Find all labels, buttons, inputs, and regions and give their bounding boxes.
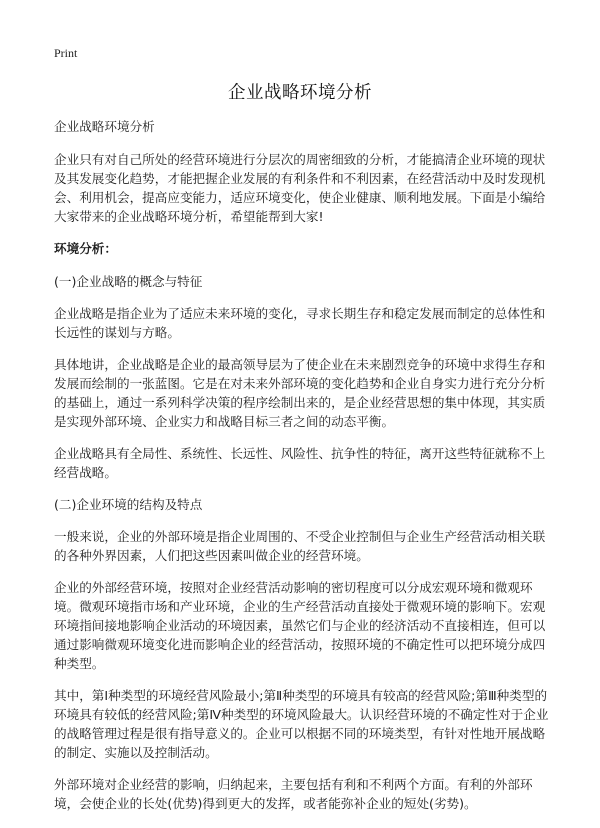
paragraph-macro-micro-environment: 企业的外部经营环境，按照对企业经营活动影响的密切程度可以分成宏观环境和微观环境。微观环境指市场和产业环境，企业的生产经营活动直接处于微观环境的影响下。宏观环境指间接地影响企业活动的环境因素，虽然它们与企业的经济活动不直接相连，但可以通过影响微观环境变化进而影响企业的经营活动，按照环境的不确定性可以把环境分成四种类型。 [54,580,546,671]
subheading-strategy-concept: (一)企业战略的概念与特征 [54,274,203,289]
paragraph-strategy-features: 企业战略具有全局性、系统性、长远性、风险性、抗争性的特征，离开这些特征就称不上经营战略。 [54,446,546,480]
section-heading-environment-analysis: 环境分析： [54,241,117,256]
paragraph-strategy-definition: 企业战略是指企业为了适应未来环境的变化，寻求长期生存和稳定发展而制定的总体性和长远性的谋划与方略。 [54,306,546,340]
page-title: 企业战略环境分析 [228,83,372,103]
paragraph-environment-impact: 外部环境对企业经营的影响，归纳起来，主要包括有利和不利两个方面。有利的外部环境，会使企业的长处(优势)得到更大的发挥，或者能弥补企业的短处(劣势)。 [54,777,533,811]
print-link[interactable]: Print [54,46,78,60]
document-body [54,117,550,826]
document-subtitle: 企业战略环境分析 [54,119,155,134]
paragraph-environment-types: 其中，第Ⅰ种类型的环境经营风险最小;第Ⅱ种类型的环境具有较高的经营风险;第Ⅲ种类型的环境具有较低的经营风险;第Ⅳ种类型的环境风险最大。认识经营环境的不确定性对于企业的战略管理过程是很有指导意义的。企业可以根据不同的环境类型，有针对性地开展战略的制定、实施以及控制活动。 [54,688,549,760]
paragraph-intro: 企业只有对自己所处的经营环境进行分层次的周密细致的分析，才能搞清企业环境的现状及其发展变化趋势，才能把握企业发展的有利条件和不利因素，在经营活动中及时发现机会、利用机会，提高应变能力，适应环境变化，使企业健康、顺利地发展。下面是小编给大家带来的企业战略环境分析，希望能帮到大家! [54,152,546,224]
paragraph-external-environment: 一般来说，企业的外部环境是指企业周围的、不受企业控制但与企业生产经营活动相关联的各种外界因素，人们把这些因素叫做企业的经营环境。 [54,529,546,563]
paragraph-strategy-detail: 具体地讲，企业战略是企业的最高领导层为了使企业在未来剧烈竞争的环境中求得生存和发展而绘制的一张蓝图。它是在对未来外部环境的变化趋势和企业自身实力进行充分分析的基础上，通过一系列科学决策的程序绘制出来的，是企业经营思想的集中体现，其实质是实现外部环境、企业实力和战略目标三者之间的动态平衡。 [54,357,546,429]
subheading-environment-structure: (二)企业环境的结构及特点 [54,497,203,512]
